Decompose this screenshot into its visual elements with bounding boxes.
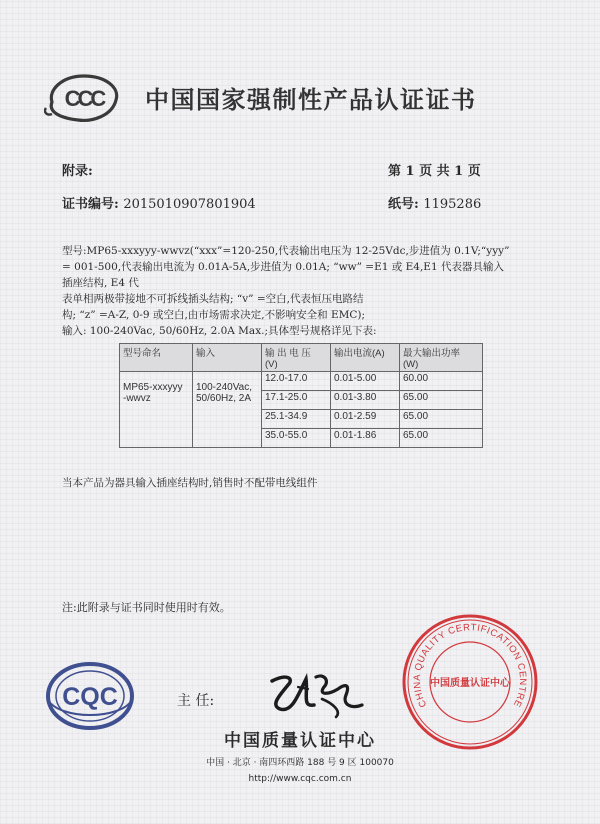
signature-image [258, 665, 368, 721]
body-line-5: 构; “z” =A-Z, 0-9 或空白,由市场需求决定,不影响安全和 EMC); [62, 309, 366, 321]
cqc-logo [44, 660, 136, 732]
current-cell: 0.01-5.00 [331, 372, 400, 391]
voltage-cell: 12.0-17.0 [262, 372, 331, 391]
paper-no-value: 1195286 [423, 197, 482, 212]
power-cell: 60.00 [400, 372, 483, 391]
certificate-title: 中国国家强制性产品认证证书 [145, 86, 477, 114]
svg-text:CCC: CCC [64, 86, 104, 111]
body-line-4: 表单相两极带接地不可拆线插头结构; “v” =空白,代表恒压电路结 [62, 293, 364, 305]
appendix-label: 附录: [62, 164, 93, 179]
table-header-cell: 输入 [193, 344, 262, 372]
power-cell: 65.00 [400, 429, 483, 448]
paper-no-row [388, 193, 481, 212]
issuer-name: 中国质量认证中心 [224, 731, 376, 751]
paper-no-label: 纸号: [388, 197, 419, 212]
current-cell: 0.01-1.86 [331, 429, 400, 448]
body-line-1: 型号:MP65-xxxyyy-wwvz(“xxx”=120-250,代表输出电压为 12-25Vdc,步进值为 0.1V;“yyy” [62, 245, 510, 257]
issuer-address: 中国 · 北京 · 南四环西路 188 号 9 区 100070 [206, 758, 394, 768]
ccc-logo [44, 72, 122, 124]
body-line-3: 插座结构, E4 代 [62, 277, 139, 289]
input-cell: 100-240Vac, 50/60Hz, 2A [193, 372, 262, 448]
table-row [120, 372, 483, 391]
body-line-2: = 001-500,代表输出电流为 0.01A-5A,步进值为 0.01A; “ww” =E1 或 E4,E1 代表器具输入 [62, 261, 504, 273]
voltage-cell: 25.1-34.9 [262, 410, 331, 429]
table-header-cell: 型号命名 [120, 344, 193, 372]
power-cell: 65.00 [400, 410, 483, 429]
svg-text:CQC: CQC [62, 683, 118, 711]
model-cell: MP65-xxxyyy -wwvz [120, 372, 193, 448]
svg-text:中国质量认证中心: 中国质量认证中心 [430, 678, 510, 689]
cert-no-label: 证书编号: [62, 197, 119, 212]
body-line-6: 输入: 100-240Vac, 50/60Hz, 2.0A Max.;具体型号规格详见下表: [62, 325, 377, 337]
model-table [119, 343, 483, 448]
table-header-cell: 输出电流(A) [331, 344, 400, 372]
current-cell: 0.01-3.80 [331, 391, 400, 410]
voltage-cell: 35.0-55.0 [262, 429, 331, 448]
director-label: 主 任: [177, 693, 215, 709]
table-header-row [120, 344, 483, 372]
table-header-cell: 输 出 电 压 (V) [262, 344, 331, 372]
voltage-cell: 17.1-25.0 [262, 391, 331, 410]
cert-no-value: 2015010907801904 [123, 197, 256, 212]
official-seal [400, 612, 540, 752]
cert-no-row [62, 193, 256, 212]
svg-text:CHINA QUALITY CERTIFICATION CE: CHINA QUALITY CERTIFICATION CENTRE [411, 622, 529, 710]
table-header-cell: 最大输出功率 (W) [400, 344, 483, 372]
power-cell: 65.00 [400, 391, 483, 410]
issuer-website: http://www.cqc.com.cn [248, 774, 352, 784]
after-table-note: 当本产品为器具输入插座结构时,销售时不配带电线组件 [62, 477, 318, 489]
current-cell: 0.01-2.59 [331, 410, 400, 429]
page-info: 第 1 页 共 1 页 [388, 164, 481, 179]
footnote: 注:此附录与证书同时使用时有效。 [62, 601, 231, 614]
